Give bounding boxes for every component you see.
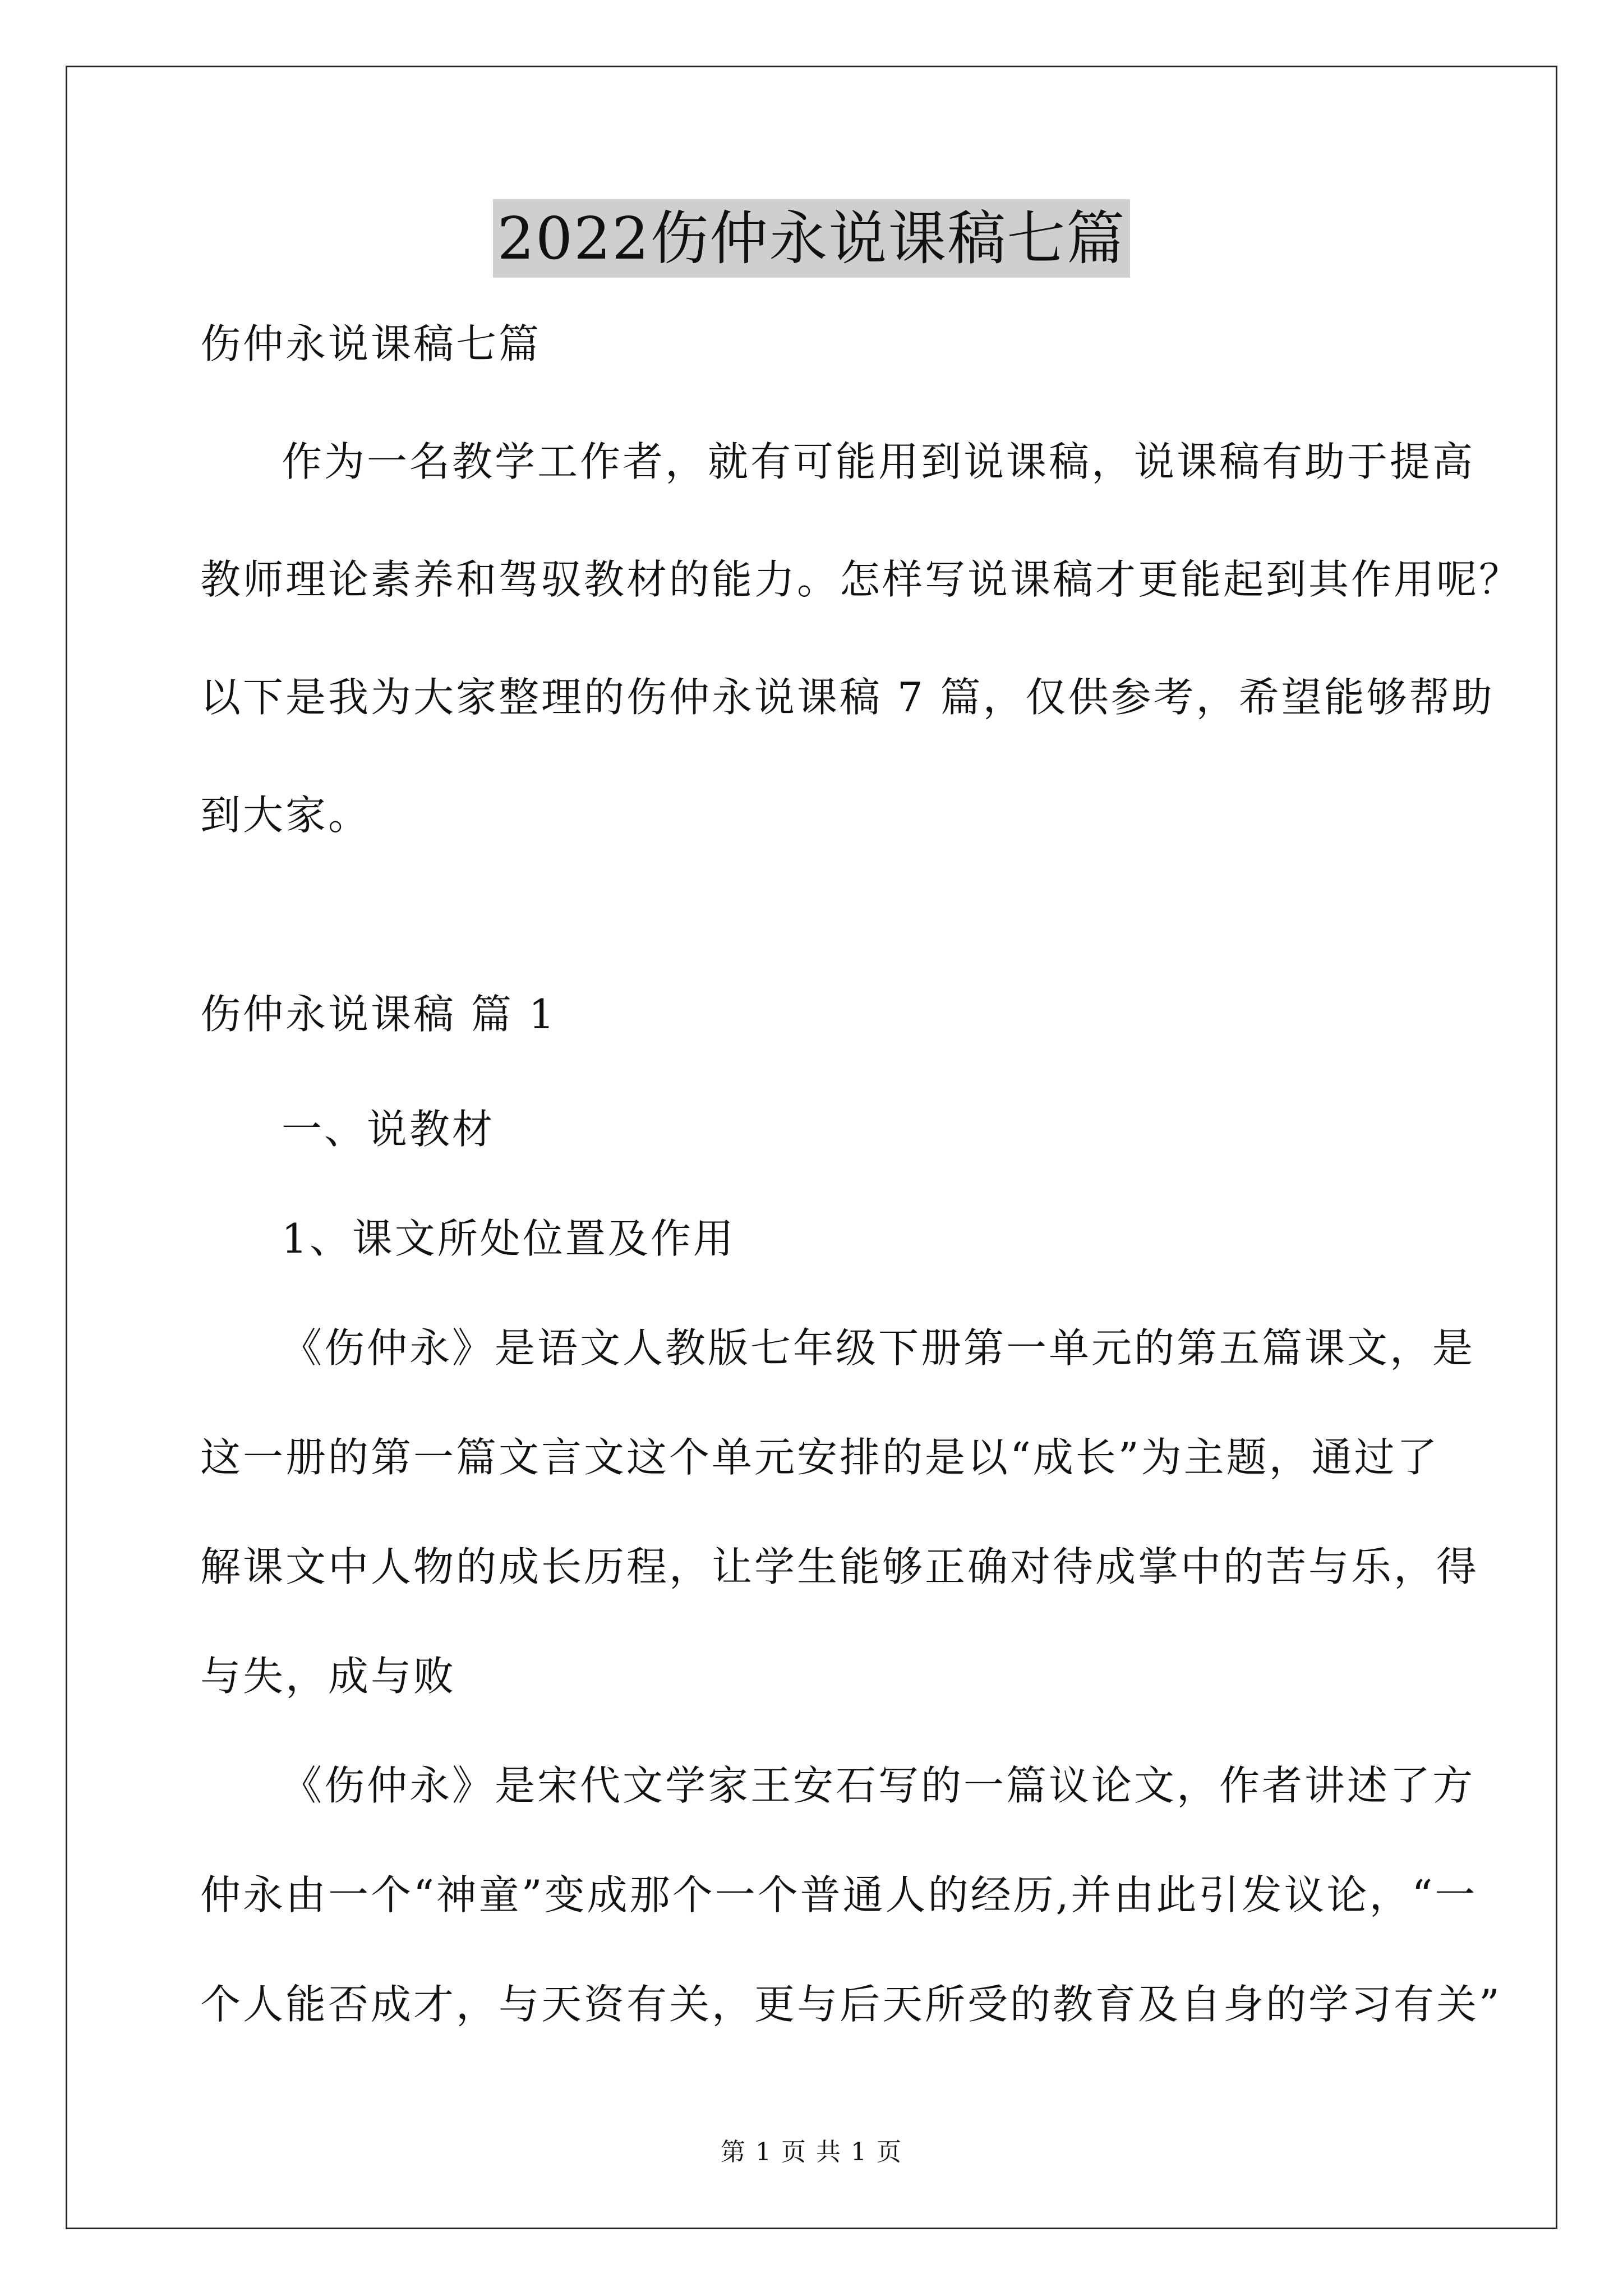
heading-teaching-material: 一、说教材 [282,1106,495,1153]
paragraph-line: 《伤仲永》是宋代文学家王安石写的一篇议论文，作者讲述了方 [282,1762,1476,1809]
heading-text-position: 1、课文所处位置及作用 [282,1215,736,1262]
paragraph-line: 这一册的第一篇文言文这个单元安排的是以“成长”为主题，通过了 [200,1434,1440,1481]
subtitle: 伤仲永说课稿七篇 [200,320,542,367]
paragraph-line: 《伤仲永》是语文人教版七年级下册第一单元的第五篇课文，是 [282,1324,1476,1372]
paragraph-line: 与失，成与败 [200,1653,457,1700]
title-container [0,199,1623,278]
intro-line: 作为一名教学工作者，就有可能用到说课稿，说课稿有助于提高 [282,438,1476,485]
section-heading: 伤仲永说课稿 篇 1 [200,991,557,1038]
document-title: 2022伤仲永说课稿七篇 [493,199,1131,278]
intro-line: 到大家。 [200,792,371,839]
intro-line: 教师理论素养和驾驭教材的能力。怎样写说课稿才更能起到其作用呢？ [200,556,1522,603]
page-footer: 第 1 页 共 1 页 [721,2138,902,2166]
paragraph-line: 个人能否成才，与天资有关，更与后天所受的教育及自身的学习有关” [200,1981,1502,2028]
paragraph-line: 解课文中人物的成长历程，让学生能够正确对待成掌中的苦与乐，得 [200,1543,1479,1590]
paragraph-line: 仲永由一个“神童”变成那个一个普通人的经历,并由此引发议论，“一 [200,1871,1478,1918]
intro-line: 以下是我为大家整理的伤仲永说课稿 7 篇，仅供参考，希望能够帮助 [200,674,1495,721]
